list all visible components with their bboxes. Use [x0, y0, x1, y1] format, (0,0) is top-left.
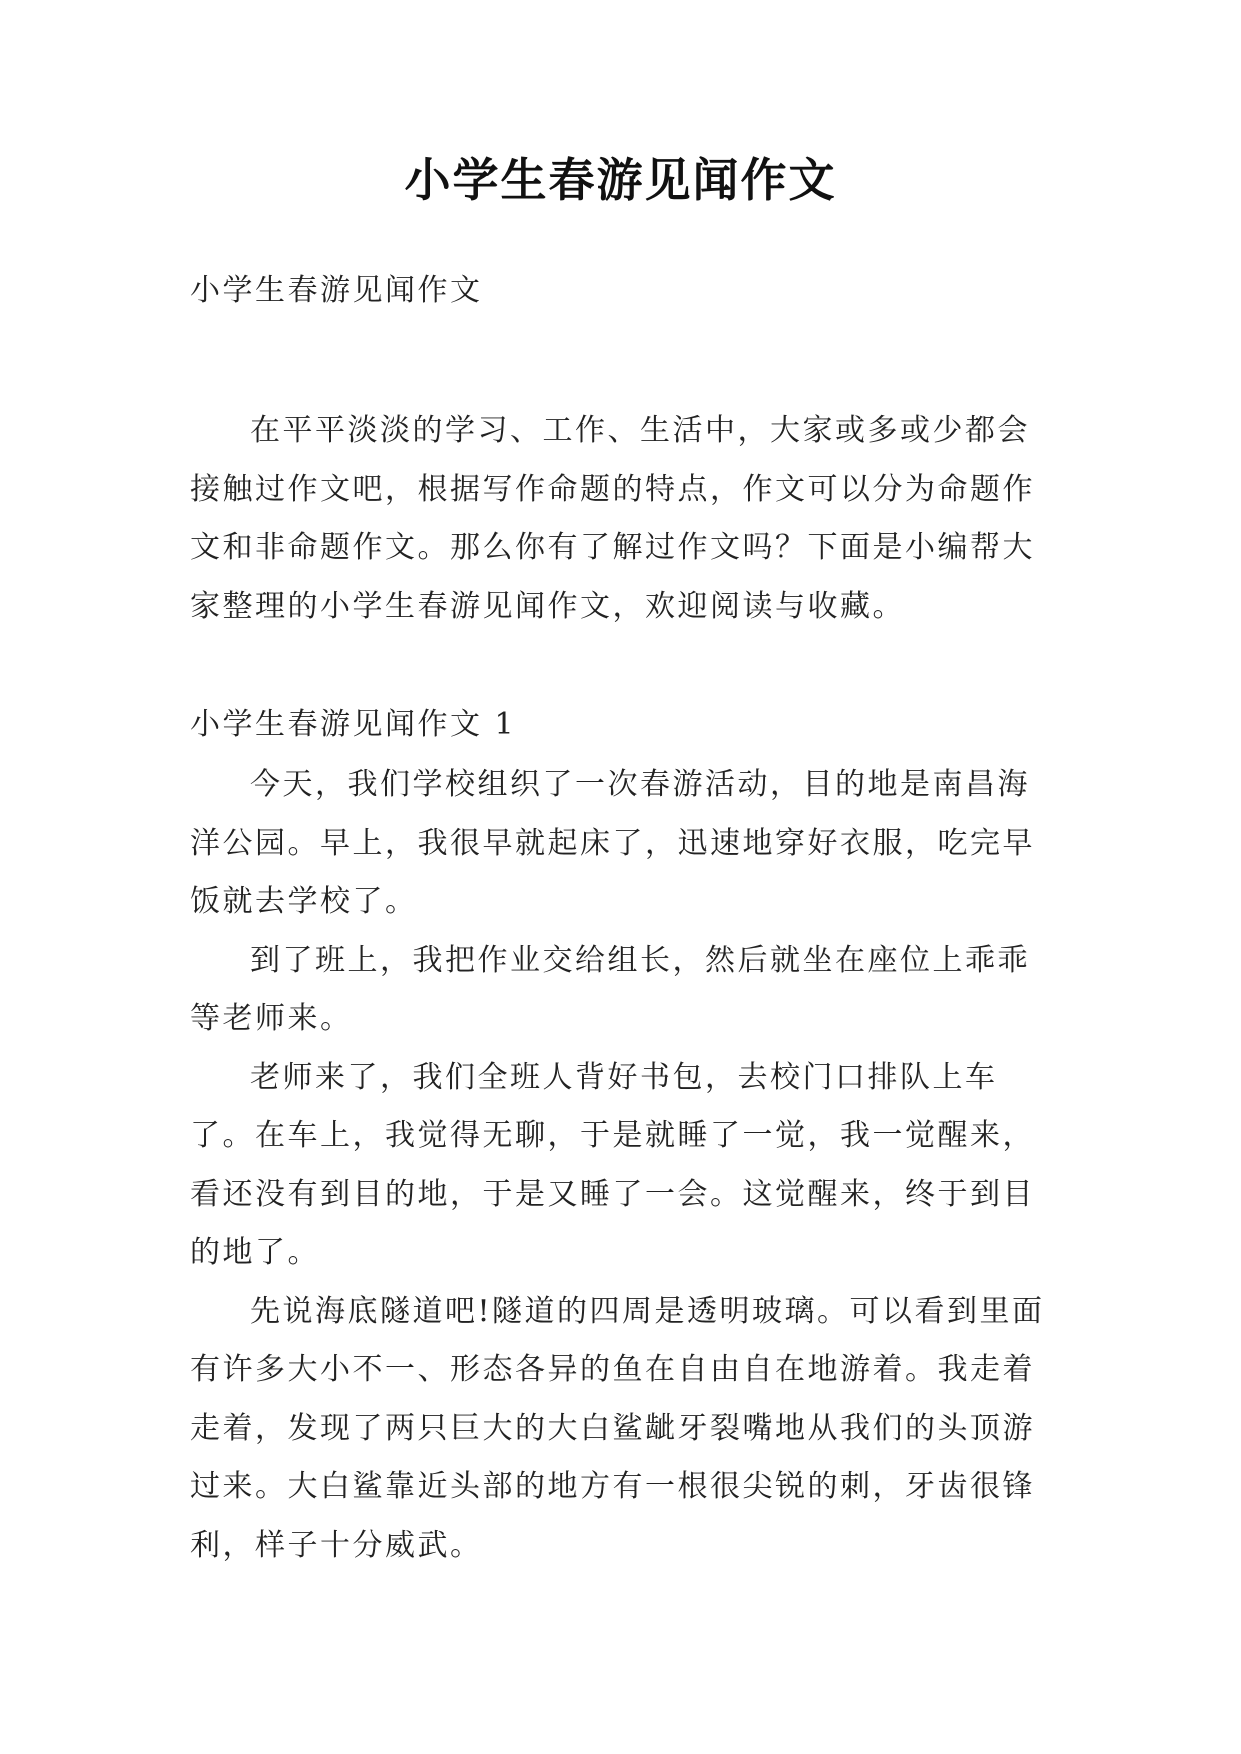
intro-paragraph: 在平平淡淡的学习、工作、生活中，大家或多或少都会接触过作文吧，根据写作命题的特点，作文可以分为命题作文和非命题作文。那么你有了解过作文吗？下面是小编帮大家整理的小学生春游见闻作文，欢迎阅读与收藏。 [190, 413, 1035, 624]
essay-body [190, 756, 1060, 1575]
section-heading: 小学生春游见闻作文 1 [190, 707, 517, 742]
essay-paragraph: 今天，我们学校组织了一次春游活动，目的地是南昌海洋公园。早上，我很早就起床了，迅速地穿好衣服，吃完早饭就去学校了。 [190, 767, 1035, 919]
document-subtitle [190, 262, 1060, 321]
section-heading-block [190, 696, 1060, 755]
intro-block [190, 402, 1060, 636]
essay-paragraph: 到了班上，我把作业交给组长，然后就坐在座位上乖乖等老师来。 [190, 942, 1030, 1036]
subtitle-text: 小学生春游见闻作文 [190, 273, 483, 308]
essay-paragraph: 先说海底隧道吧!隧道的四周是透明玻璃。可以看到里面有许多大小不一、形态各异的鱼在自由自在地游着。我走着走着，发现了两只巨大的大白鲨龇牙裂嘴地从我们的头顶游过来。大白鲨靠近头部的地方有一根很尖锐的刺，牙齿很锋利，样子十分威武。 [190, 1293, 1045, 1563]
essay-paragraph: 老师来了，我们全班人背好书包，去校门口排队上车了。在车上，我觉得无聊，于是就睡了一觉，我一觉醒来，看还没有到目的地，于是又睡了一会。这觉醒来，终于到目的地了。 [190, 1059, 1035, 1270]
page-title: 小学生春游见闻作文 [404, 153, 837, 207]
